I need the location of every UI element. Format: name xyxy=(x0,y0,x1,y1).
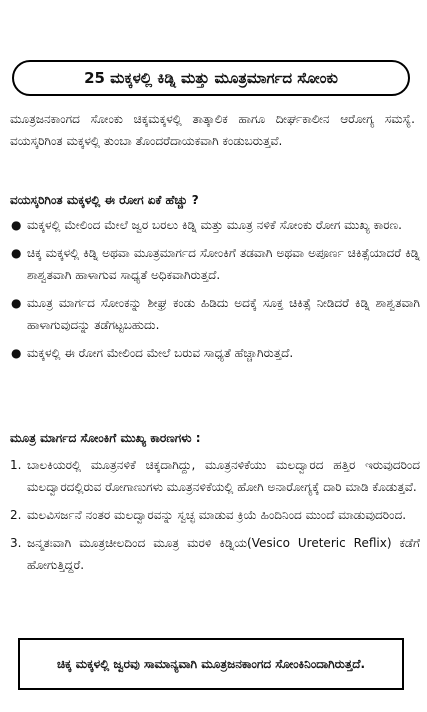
bullet-icon: ● xyxy=(11,246,22,260)
list-item xyxy=(10,504,420,526)
intro-paragraph: ಮೂತ್ರಜನಕಾಂಗದ ಸೋಂಕು ಚಿಕ್ಕಮಕ್ಕಳಲ್ಲಿ ತಾತ್ಕಾಲಿಕ ಹಾಗೂ ದೀರ್ಘಕಾಲೀನ ಆರೋಗ್ಯ ಸಮಸ್ಯೆ. ವಯಸ್ಕರಿಗಿಂತ ಮಕ್ಕಳಲ್ಲಿ ತುಂಬಾ ತೊಂದರೆದಾಯಕವಾಗಿ ಕಂಡುಬರುತ್ತವೆ. xyxy=(10,112,415,148)
page-title: 25 ಮಕ್ಕಳಲ್ಲಿ ಕಿಡ್ನಿ ಮತ್ತು ಮೂತ್ರಮಾರ್ಗದ ಸೋಂಕು xyxy=(12,60,410,96)
list-item-number: 2. xyxy=(10,508,22,522)
section-heading-why-more-in-children: ವಯಸ್ಕರಿಗಿಂತ ಮಕ್ಕಳಲ್ಲಿ ಈ ರೋಗ ಏಕೆ ಹೆಚ್ಚು ? xyxy=(10,193,199,207)
list-item xyxy=(10,242,420,286)
list-item-text: ಜನ್ಮತಃವಾಗಿ ಮೂತ್ರಚೀಲದಿಂದ ಮೂತ್ರ ಮರಳಿ ಕಿಡ್ನಿಯ(Vesico Ureteric Reflix) ಕಡೆಗೆ ಹೋಗುತ್ತಿದ್ದರೆ. xyxy=(27,536,420,572)
numbered-list xyxy=(10,454,420,576)
list-item-text: ಚಿಕ್ಕ ಮಕ್ಕಳಲ್ಲಿ ಕಿಡ್ನಿ ಅಥವಾ ಮೂತ್ರಮಾರ್ಗದ ಸೋಂಕಿಗೆ ತಡವಾಗಿ ಅಥವಾ ಅಪೂರ್ಣ ಚಿಕಿತ್ಸೆಯಾದರೆ ಕಿಡ್ನಿ ಶಾಶ್ವತವಾಗಿ ಹಾಳಾಗುವ ಸಾಧ್ಯತೆ ಅಧಿಕವಾಗಿರುತ್ತದೆ. xyxy=(27,246,420,282)
list-item-text: ಮಕ್ಕಳಲ್ಲಿ ಈ ರೋಗ ಮೇಲಿಂದ ಮೇಲೆ ಬರುವ ಸಾಧ್ಯತೆ ಹೆಚ್ಚಾಗಿರುತ್ತದೆ. xyxy=(27,346,294,360)
note-text: ಚಿಕ್ಕ ಮಕ್ಕಳಲ್ಲಿ ಜ್ವರವು ಸಾಮಾನ್ಯವಾಗಿ ಮೂತ್ರಜನಕಾಂಗದ ಸೋಂಕಿನಿಂದಾಗಿರುತ್ತದೆ. xyxy=(56,657,366,671)
list-item xyxy=(10,342,420,364)
list-item xyxy=(10,532,420,576)
list-item-text: ಮಕ್ಕಳಲ್ಲಿ ಮೇಲಿಂದ ಮೇಲೆ ಜ್ವರ ಬರಲು ಕಿಡ್ನಿ ಮತ್ತು ಮೂತ್ರ ನಳಿಕೆ ಸೋಂಕು ರೋಗ ಮುಖ್ಯ ಕಾರಣ. xyxy=(27,218,402,232)
list-item-number: 1. xyxy=(10,458,22,472)
note-box xyxy=(18,638,404,690)
bullet-icon: ● xyxy=(11,346,22,360)
bullet-list xyxy=(10,214,420,364)
list-item-text: ಮೂತ್ರ ಮಾರ್ಗದ ಸೋಂಕನ್ನು ಶೀಘ್ರ ಕಂಡು ಹಿಡಿದು ಅದಕ್ಕೆ ಸೂಕ್ತ ಚಿಕಿತ್ಸೆ ನೀಡಿದರೆ ಕಿಡ್ನಿ ಶಾಶ್ವತವಾಗಿ ಹಾಳಾಗುವುದನ್ನು ತಡೆಗಟ್ಟಬಹುದು. xyxy=(27,296,420,332)
list-item-text: ಮಲವಿಸರ್ಜನೆ ನಂತರ ಮಲದ್ವಾರವನ್ನು ಸ್ವಚ್ಛ ಮಾಡುವ ಕ್ರಿಯೆ ಹಿಂದಿನಿಂದ ಮುಂದೆ ಮಾಡುವುದರಿಂದ. xyxy=(27,508,407,522)
list-item-text: ಬಾಲಕಿಯರಲ್ಲಿ ಮೂತ್ರನಳಿಕೆ ಚಿಕ್ಕದಾಗಿದ್ದು, ಮೂತ್ರನಳಿಕೆಯು ಮಲದ್ವಾರದ ಹತ್ತಿರ ಇರುವುದರಿಂದ ಮಲದ್ವಾರದಲ್ಲಿರುವ ರೋಗಾಣುಗಳು ಮೂತ್ರನಳಿಕೆಯಲ್ಲಿ ಹೋಗಿ ಅನಾರೋಗ್ಯಕ್ಕೆ ದಾರಿ ಮಾಡಿ ಕೊಡುತ್ತವೆ. xyxy=(27,458,420,494)
list-item xyxy=(10,454,420,498)
list-item-number: 3. xyxy=(10,536,22,550)
list-item xyxy=(10,214,420,236)
bullet-icon: ● xyxy=(11,296,22,310)
list-item xyxy=(10,292,420,336)
bullet-icon: ● xyxy=(11,218,22,232)
section-heading-main-causes: ಮೂತ್ರ ಮಾರ್ಗದ ಸೋಂಕಿಗೆ ಮುಖ್ಯ ಕಾರಣಗಳು : xyxy=(10,431,201,445)
